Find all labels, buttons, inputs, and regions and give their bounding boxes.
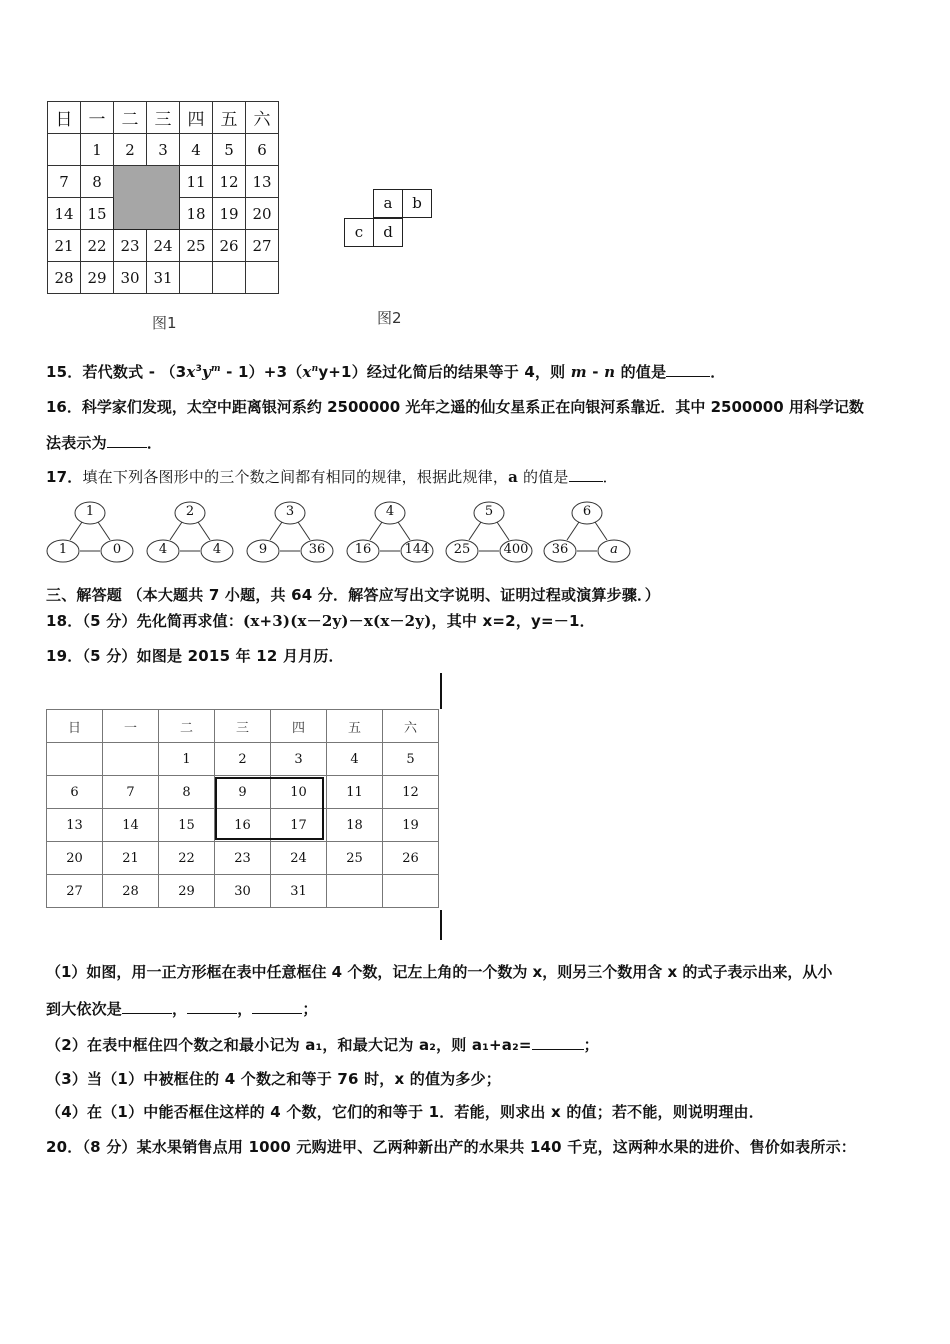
day-cell: 3 [147,134,180,166]
day-cell: 22 [159,842,215,875]
day-cell: 24 [147,230,180,262]
semicolon: ； [583,1036,599,1054]
day-cell: 18 [327,809,383,842]
triangle-figure-1 [46,498,134,566]
day-cell: 26 [213,230,246,262]
q17-text: 的值是 [518,468,569,486]
day-cell: 22 [81,230,114,262]
question-17 [46,466,618,487]
var-n: n [604,363,616,381]
vertical-rule [440,673,442,709]
q17-text: 填在下列各图形中的三个数之间都有相同的规律，根据此规律， [82,468,509,486]
question-15 [46,361,725,382]
triangle-left: 16 [354,542,372,557]
triangle-top: 1 [85,504,95,519]
day-cell: 13 [47,809,103,842]
day-cell: 5 [383,743,439,776]
answer-blank[interactable] [569,467,603,482]
day-cell [180,262,213,294]
exponent-n: n [311,364,319,374]
day-cell: 12 [213,166,246,198]
day-cell [47,743,103,776]
weekday-header: 六 [383,710,439,743]
calendar-row [48,262,279,294]
day-cell: 24 [271,842,327,875]
day-cell: 2 [114,134,147,166]
calendar-header-row [47,710,439,743]
exponent: 3 [195,364,203,374]
day-cell: 28 [48,262,81,294]
day-cell: 14 [103,809,159,842]
triangle-right: 36 [308,542,326,557]
q18-expression: (x+3)(x－2y)－x(x－2y) [243,612,432,630]
day-cell: 29 [81,262,114,294]
weekday-header: 二 [159,710,215,743]
day-cell: 31 [271,875,327,908]
day-cell: 12 [383,776,439,809]
day-cell [48,134,81,166]
q19-part1-line2 [46,998,318,1019]
day-cell: 7 [103,776,159,809]
day-cell [246,262,279,294]
day-cell: 14 [48,198,81,230]
question-number: 17． [46,468,83,486]
triangle-top: 2 [185,504,195,519]
separator: ， [172,1000,188,1018]
vertical-rule [440,910,442,940]
answer-blank[interactable] [666,362,710,377]
answer-blank[interactable] [107,433,147,448]
semicolon: ； [302,1000,318,1018]
triangle-left: 4 [158,542,168,557]
period: ． [146,434,163,452]
day-cell: 23 [215,842,271,875]
q19-part1-line1: （1）如图，用一正方形框在表中任意框住 4 个数，记左上角的一个数为 x，则另三个数用含 x 的式子表示出来，从小 [46,963,833,981]
q16-text: 法表示为 [46,434,107,452]
calendar-row [47,875,439,908]
calendar-row [47,842,439,875]
triangle-left: 25 [453,542,471,557]
day-cell: 3 [271,743,327,776]
day-cell: 23 [114,230,147,262]
triangle-right-unknown: a [610,542,618,557]
triangle-top: 5 [484,504,494,519]
q18-condition: ，其中 x=2，y=－1． [431,612,595,630]
separator: ， [237,1000,253,1018]
day-cell: 10 [271,776,327,809]
day-cell [103,743,159,776]
day-cell: 19 [213,198,246,230]
figure1-calendar [47,101,279,294]
figure2-cell-b: b [402,189,432,218]
day-cell: 1 [159,743,215,776]
calendar-row [48,230,279,262]
day-cell: 30 [114,262,147,294]
weekday-header: 四 [180,102,213,134]
figure2-cell-c: c [344,218,374,247]
triangle-figure-3 [246,498,334,566]
day-cell: 15 [81,198,114,230]
triangle-right: 0 [112,542,122,557]
answer-blank[interactable] [122,999,172,1014]
day-cell: 1 [81,134,114,166]
triangle-top: 6 [582,504,592,519]
question-18 [46,610,595,631]
minus: - [586,363,605,381]
answer-blank[interactable] [532,1035,584,1050]
calendar-row [48,166,279,198]
day-cell: 6 [246,134,279,166]
triangle-top: 4 [385,504,395,519]
question-16-line2 [46,432,162,453]
day-cell: 30 [215,875,271,908]
q19-part2 [46,1034,599,1055]
day-cell: 15 [159,809,215,842]
day-cell: 27 [47,875,103,908]
day-cell: 18 [180,198,213,230]
day-cell: 16 [215,809,271,842]
day-cell: 4 [180,134,213,166]
triangle-figure-4 [346,498,434,566]
weekday-header: 日 [48,102,81,134]
question-19-title: 19．（5 分）如图是 2015 年 12 月月历． [46,647,344,665]
day-cell: 20 [47,842,103,875]
selection-box [215,777,324,840]
section-note: （本大题共 7 小题，共 64 分．解答应写出文字说明、证明过程或演算步骤．） [127,586,660,604]
figure2-cell-d: d [373,218,403,247]
var-x: x [302,363,312,381]
question-number: 15． [46,363,83,381]
shaded-block [114,166,180,230]
triangle-top: 3 [285,504,295,519]
day-cell: 8 [159,776,215,809]
day-cell: 26 [383,842,439,875]
question-16-line1: 16．科学家们发现，太空中距离银河系约 2500000 光年之遥的仙女星系正在向银河系靠近．其中 2500000 用科学记数 [46,398,864,416]
figure2-cell-a: a [373,189,403,218]
triangle-figure-6 [543,498,631,566]
weekday-header: 六 [246,102,279,134]
day-cell: 11 [180,166,213,198]
day-cell: 2 [215,743,271,776]
weekday-header: 五 [327,710,383,743]
weekday-header: 二 [114,102,147,134]
weekday-header: 一 [103,710,159,743]
day-cell: 25 [180,230,213,262]
day-cell: 5 [213,134,246,166]
day-cell: 29 [159,875,215,908]
day-cell: 27 [246,230,279,262]
day-cell: 7 [48,166,81,198]
day-cell: 8 [81,166,114,198]
q15-text: 若代数式 - （3 [82,363,187,381]
triangle-right: 4 [212,542,222,557]
q15-text: 的值是 [615,363,667,381]
weekday-header: 日 [47,710,103,743]
triangle-right: 400 [503,542,529,557]
day-cell: 21 [103,842,159,875]
triangle-right: 144 [404,542,430,557]
day-cell: 6 [47,776,103,809]
day-cell: 25 [327,842,383,875]
day-cell: 28 [103,875,159,908]
day-cell: 19 [383,809,439,842]
section-3-header [46,584,660,605]
calendar-header-row [48,102,279,134]
triangle-figure-2 [146,498,234,566]
q19-text: 到大依次是 [46,1000,123,1018]
var-y: y [202,363,211,381]
q19-text: （2）在表中框住四个数之和最小记为 a₁，和最大记为 a₂，则 a₁+a₂= [46,1036,532,1054]
triangle-left: 9 [258,542,268,557]
period: ． [710,363,726,381]
var-a: a [508,468,519,486]
day-cell: 20 [246,198,279,230]
q18-text: 18．（5 分）先化简再求值： [46,612,244,630]
weekday-header: 三 [215,710,271,743]
day-cell: 9 [215,776,271,809]
exponent-m: m [210,364,221,374]
var-m: m [570,363,587,381]
calendar-row [47,743,439,776]
q15-text: - 1）+3（ [220,363,303,381]
weekday-header: 一 [81,102,114,134]
day-cell: 21 [48,230,81,262]
day-cell [213,262,246,294]
triangle-figure-5 [445,498,533,566]
answer-blank[interactable] [252,999,302,1014]
figure2-caption: 图2 [377,309,402,327]
day-cell: 4 [327,743,383,776]
q15-text: y+1）经过化简后的结果等于 4，则 [318,363,571,381]
weekday-header: 五 [213,102,246,134]
triangle-left: 36 [551,542,569,557]
triangle-left: 1 [58,542,68,557]
day-cell: 17 [271,809,327,842]
q19-part3: （3）当（1）中被框住的 4 个数之和等于 76 时，x 的值为多少； [46,1070,501,1088]
weekday-header: 三 [147,102,180,134]
weekday-header: 四 [271,710,327,743]
day-cell [383,875,439,908]
section-title: 三、解答题 [46,586,123,604]
question-20: 20．（8 分）某水果销售点用 1000 元购进甲、乙两种新出产的水果共 140 千克，这两种水果的进价、售价如表所示： [46,1138,856,1156]
figure1-caption: 图1 [152,314,177,332]
day-cell [327,875,383,908]
day-cell: 13 [246,166,279,198]
calendar-row [48,134,279,166]
q19-part4: （4）在（1）中能否框住这样的 4 个数，它们的和等于 1．若能，则求出 x 的值；若不能，则说明理由． [46,1103,764,1121]
day-cell: 31 [147,262,180,294]
period: ． [602,468,618,486]
day-cell: 11 [327,776,383,809]
answer-blank[interactable] [187,999,237,1014]
var-x: x [186,363,196,381]
